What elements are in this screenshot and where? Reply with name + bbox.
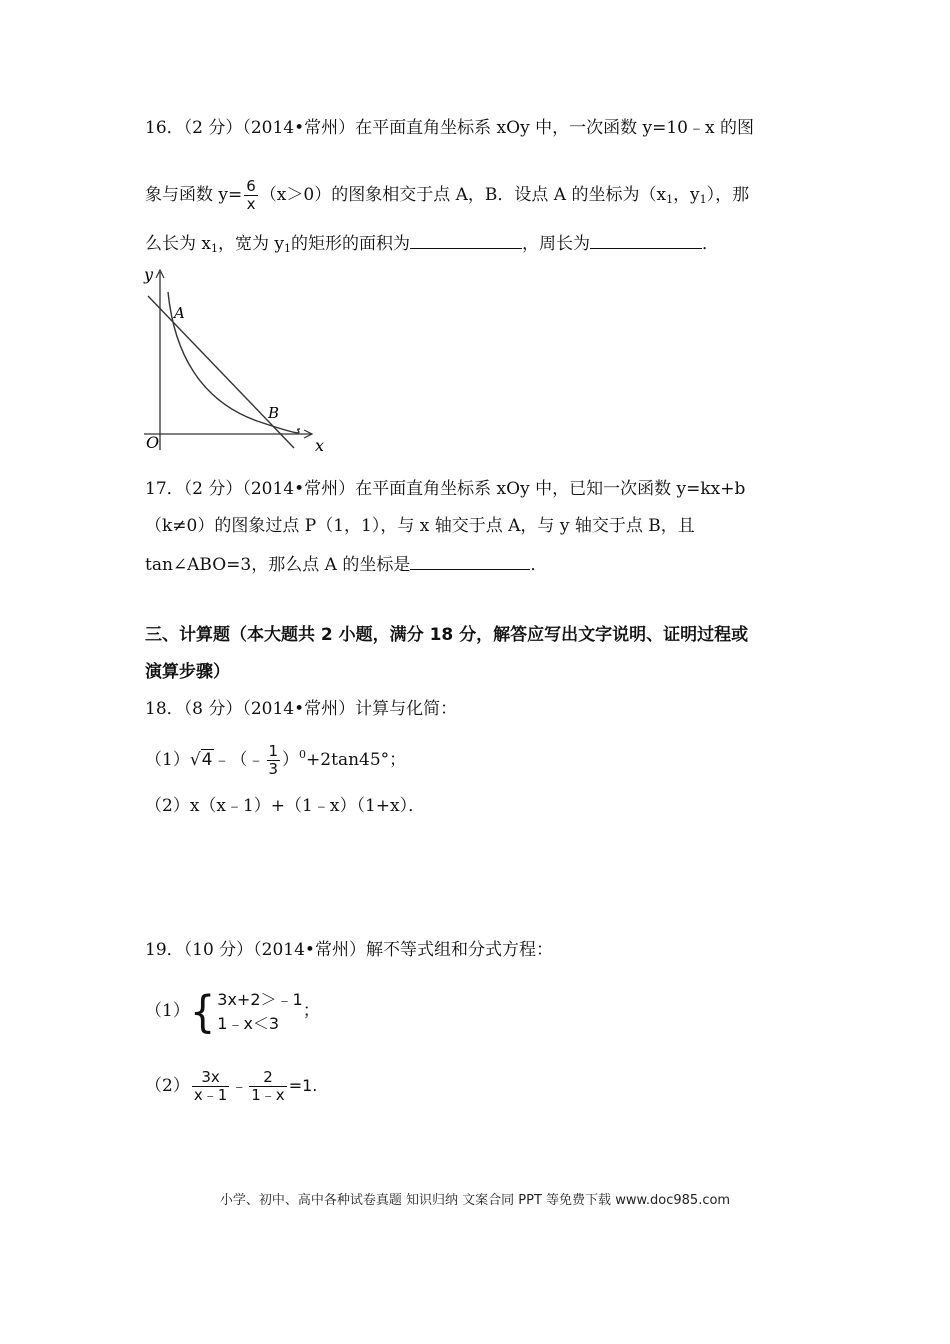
fraction-3x-over-x-minus-1: $\frac{3x}{x﹣1}$ <box>193 1068 228 1104</box>
point-a-label: A <box>174 304 185 322</box>
function-graph <box>140 262 340 457</box>
q18-title: 18．（8 分）（2014•常州）计算与化简： <box>145 699 458 719</box>
section-3-heading-cont: 演算步骤） <box>145 662 230 682</box>
sqrt-4: √4 <box>189 750 213 770</box>
hyperbola-curve <box>168 292 300 433</box>
q18-part-2: （2）x（x﹣1）+（1﹣x）（1+x）． <box>145 796 426 816</box>
inequality-system: { 3x+2＞﹣1 1﹣x＜3 <box>189 986 303 1037</box>
q19-title: 19．（10 分）（2014•常州）解不等式组和分式方程： <box>145 940 553 960</box>
section-3-heading: 三、计算题（本大题共 2 小题，满分 18 分，解答应写出文字说明、证明过程或 <box>145 625 749 645</box>
q17-line-2: （k≠0）的图象过点 P（1，1），与 x 轴交于点 A，与 y 轴交于点 B，且 <box>145 516 695 536</box>
fraction-6-over-x: $\frac{6}{x}$ <box>246 177 256 213</box>
page-footer: 小学、初中、高中各种试卷真题 知识归纳 文案合同 PPT 等免费下载 www.doc985.com <box>219 1193 731 1208</box>
fraction-2-over-1-minus-x: $\frac{2}{1﹣x}$ <box>251 1068 285 1104</box>
q16-line-2: 象与函数 y= $\frac{6}{x}$ （x＞0）的图象相交于点 A，B．设点 A 的坐标为（$x_1$，$y_1$），那 <box>145 177 750 213</box>
q18-part-1: （1）√4﹣（﹣ $\frac{1}{3}$ ）$^0$+2tan45°； <box>145 742 407 778</box>
q17-line-1: 17．（2 分）（2014•常州）在平面直角坐标系 xOy 中，已知一次函数 y=kx+b <box>145 479 746 499</box>
q16-line-1: 16．（2 分）（2014•常州）在平面直角坐标系 xOy 中，一次函数 y=10﹣x 的图 <box>145 118 754 138</box>
origin-label: O <box>146 433 160 452</box>
point-b-label: B <box>268 404 280 422</box>
area-answer-blank[interactable] <box>410 230 522 249</box>
perimeter-answer-blank[interactable] <box>590 230 702 249</box>
x-label: x <box>315 436 325 455</box>
y-label: y <box>144 265 154 284</box>
q16-line-3: 么长为 $x_1$，宽为 $y_1$的矩形的面积为 ，周长为 ． <box>145 230 719 261</box>
fraction-1-over-3: $\frac{1}{3}$ <box>268 742 279 778</box>
linear-function-line <box>148 296 294 448</box>
point-a-answer-blank[interactable] <box>410 551 530 570</box>
q19-part-2: （2） $\frac{3x}{x﹣1}$ ﹣ $\frac{2}{1﹣x}$ =1. <box>145 1068 318 1104</box>
q17-line-3: tan∠ABO=3，那么点 A 的坐标是 ． <box>145 551 547 577</box>
q19-part-1: （1） { 3x+2＞﹣1 1﹣x＜3 ； <box>145 986 320 1037</box>
